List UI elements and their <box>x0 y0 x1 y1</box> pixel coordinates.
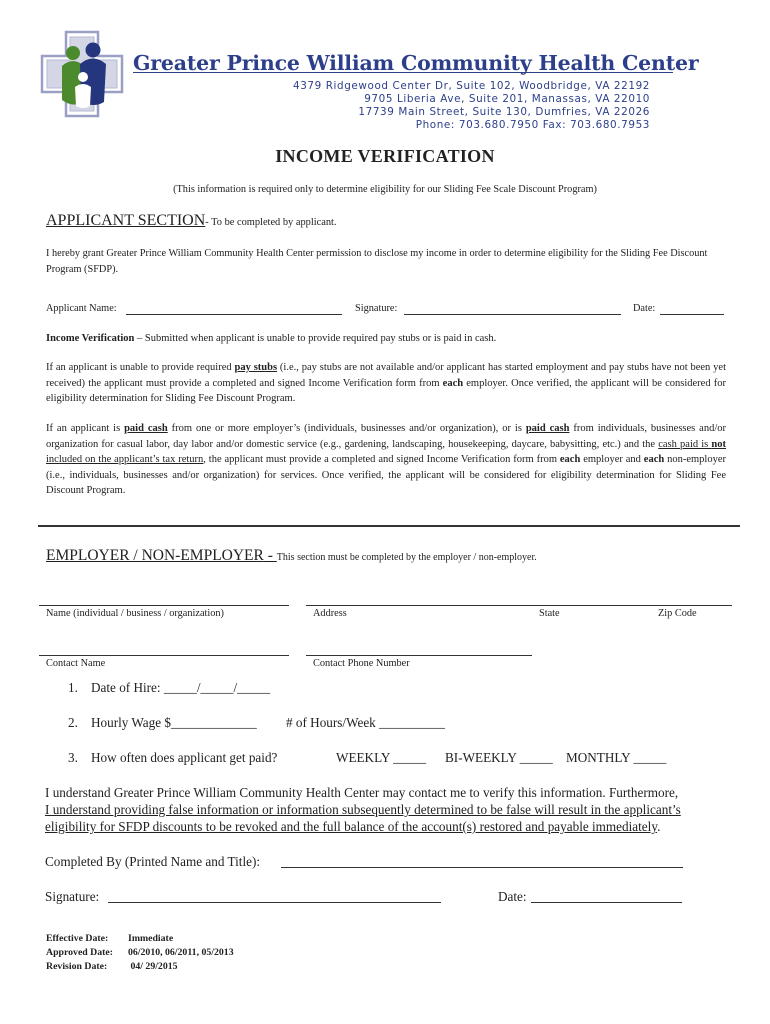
revision-date-value: 04/ 29/2015 <box>128 961 178 972</box>
effective-date-value: Immediate <box>128 933 174 944</box>
approved-date-label: Approved Date: <box>46 947 114 958</box>
employer-heading-note: This section must be completed by the employer / non-employer. <box>276 552 537 563</box>
employer-name-field[interactable] <box>39 605 289 606</box>
logo-figure-green-head <box>66 46 80 60</box>
statement-line-3-text: eligibility for SFDP discounts to be revoked and the full balance of the account(s) restored and payable immediately <box>45 819 658 834</box>
employer-signature-label: Signature: <box>45 889 100 904</box>
revision-date-label: Revision Date: <box>46 961 108 972</box>
date-of-hire-field[interactable]: Date of Hire: _____/_____/_____ <box>91 680 271 695</box>
contact-phone-label: Contact Phone Number <box>313 658 410 669</box>
applicant-date-field[interactable] <box>660 314 724 315</box>
employer-name-label: Name (individual / business / organization) <box>46 608 224 619</box>
consent-text: I hereby grant Greater Prince William Community Health Center permission to disclose my income in order to determine eligibility for the Sliding Fee Discount Program (SFDP). <box>46 248 708 275</box>
paragraph-pay-stubs <box>46 360 726 407</box>
p2-cash-paid: cash paid is <box>658 438 712 450</box>
employer-zip-label: Zip Code <box>658 608 697 619</box>
section-divider <box>38 525 740 527</box>
form-subtitle: (This information is required only to determine eligibility for our Sliding Fee Scale Discount Program) <box>173 184 597 195</box>
contact-name-field[interactable] <box>39 655 289 656</box>
item-2-number: 2. <box>68 715 78 730</box>
employer-address-field[interactable] <box>306 605 732 606</box>
address-dumfries: 17739 Main Street, Suite 130, Dumfries, VA 22026 <box>358 106 650 118</box>
p2-text-3: from individuals, businesses and/or organization for casual labor, day labor and/or domestic service (e.g., gardening, landscaping, housekeeping, daycare, babysitting, etc.) and the <box>46 423 727 450</box>
p2-text-5: employer and <box>580 454 644 466</box>
item-1-number: 1. <box>68 680 78 695</box>
hours-per-week-field[interactable]: # of Hours/Week __________ <box>286 715 445 730</box>
statement-line-3 <box>45 819 660 835</box>
applicant-signature-field[interactable] <box>404 314 621 315</box>
biweekly-option[interactable]: BI-WEEKLY _____ <box>445 750 553 765</box>
logo-figure-blue-head <box>86 43 101 58</box>
header-rule <box>133 72 673 73</box>
contact-name-label: Contact Name <box>46 658 106 669</box>
approved-date-value: 06/2010, 06/2011, 05/2013 <box>128 947 234 958</box>
applicant-date-label: Date: <box>633 303 656 314</box>
p2-text-4: , the applicant must provide a completed and signed Income Verification form from <box>203 454 560 466</box>
p1-pay-stubs: pay stubs <box>234 362 278 373</box>
phone-fax: Phone: 703.680.7950 Fax: 703.680.7953 <box>415 119 650 131</box>
contact-phone-field[interactable] <box>306 655 532 656</box>
employer-address-label: Address <box>313 608 347 619</box>
applicant-signature-label: Signature: <box>355 303 398 314</box>
p2-paid-cash-2: paid cash <box>525 423 570 434</box>
applicant-name-label: Applicant Name: <box>46 303 117 314</box>
org-logo <box>40 30 124 118</box>
org-name: Greater Prince William Community Health Center <box>133 51 699 75</box>
employer-heading-dash: - <box>263 547 277 564</box>
applicant-section-heading <box>46 212 337 230</box>
p2-each-1: each <box>559 454 581 466</box>
logo-figure-child-body <box>75 84 91 108</box>
employer-date-label: Date: <box>498 889 527 904</box>
item-3-number: 3. <box>68 750 78 765</box>
completed-by-field[interactable] <box>281 867 683 868</box>
employer-signature-field[interactable] <box>108 902 441 903</box>
form-title: INCOME VERIFICATION <box>275 146 495 166</box>
income-verification-text: – Submitted when applicant is unable to provide required pay stubs or is paid in cash. <box>134 333 497 344</box>
employer-state-label: State <box>539 608 560 619</box>
applicant-name-field[interactable] <box>126 314 342 315</box>
p2-text-6: non-employer (i.e., individuals, businesses and/or organization) for services. Once verified, the applicant will be considered for eligibility determination for Sliding Fee Discount Program. <box>46 454 727 497</box>
p1-each: each <box>442 377 464 389</box>
hourly-wage-field[interactable]: Hourly Wage $_____________ <box>91 715 257 730</box>
p2-paid-cash-1: paid cash <box>124 423 168 434</box>
monthly-option[interactable]: MONTHLY _____ <box>566 750 667 765</box>
applicant-heading-note: - To be completed by applicant. <box>205 217 337 228</box>
address-manassas: 9705 Liberia Ave, Suite 201, Manassas, VA 22010 <box>364 93 650 105</box>
employer-section-heading <box>46 547 537 565</box>
statement-line-2: I understand providing false information or information subsequently determined to be false will result in the applicant’s <box>45 802 681 817</box>
p2-text-1: If an applicant is <box>46 423 125 434</box>
statement-line-1: I understand Greater Prince William Community Health Center may contact me to verify this information. Furthermore, <box>45 785 679 800</box>
applicant-heading-text: APPLICANT SECTION <box>46 212 206 229</box>
p2-text-2: from one or more employer’s (individuals, businesses and/or organization), or is <box>167 423 526 434</box>
p2-tax-return: included on the applicant’s tax return <box>46 454 204 466</box>
income-verification-note <box>46 331 726 347</box>
paragraph-paid-cash <box>46 421 726 499</box>
statement-line-3-end: . <box>657 819 661 834</box>
employer-heading-text: EMPLOYER / NON-EMPLOYER <box>46 547 264 564</box>
logo-figure-child-head <box>78 72 88 82</box>
p2-not: not <box>711 438 726 450</box>
completed-by-label: Completed By (Printed Name and Title): <box>45 854 261 869</box>
effective-date-label: Effective Date: <box>46 933 109 944</box>
address-woodbridge: 4379 Ridgewood Center Dr, Suite 102, Woodbridge, VA 22192 <box>292 80 650 92</box>
employer-date-field[interactable] <box>531 902 682 903</box>
weekly-option[interactable]: WEEKLY _____ <box>336 750 427 765</box>
income-verification-label: Income Verification <box>46 333 135 344</box>
p1-text-2: (i.e., pay stubs are not available and/or applicant has started employment and pay stubs have not been yet received) the applicant must provide a completed and signed Income Verification form from <box>46 362 726 389</box>
pay-frequency-question: How often does applicant get paid? <box>91 750 278 765</box>
p1-text-1: If an applicant is unable to provide required <box>46 362 235 373</box>
p1-text-3: employer. Once verified, the applicant will be considered for eligibility determination for Sliding Fee Discount Program. <box>46 377 726 405</box>
p2-each-2: each <box>643 454 665 466</box>
